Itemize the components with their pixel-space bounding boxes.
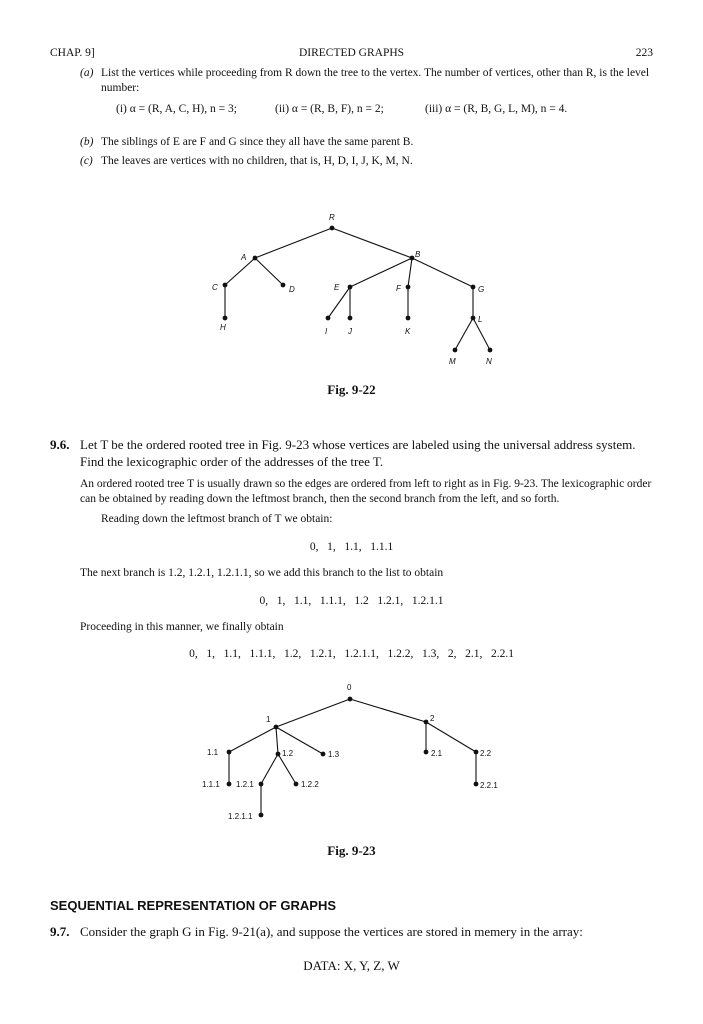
fig922-label-I: I (325, 327, 328, 336)
fig923-label-1.2.2: 1.2.2 (301, 780, 319, 789)
fig923-label-2.1: 2.1 (431, 749, 443, 758)
fig922-label-N: N (486, 357, 492, 366)
part-c-label: (c) (80, 155, 93, 167)
part-c-text: The leaves are vertices with no children, that is, H, D, I, J, K, M, N. (101, 155, 413, 167)
fig923-label-1.1: 1.1 (207, 748, 219, 757)
page-number: 223 (635, 47, 653, 59)
problem-9-6-number: 9.6. (50, 437, 70, 452)
fig923-node-1.1 (227, 750, 232, 755)
part-b-text: The siblings of E are F and G since they all have the same parent B. (101, 136, 414, 148)
fig922-label-M: M (449, 357, 456, 366)
fig923-label-2.2: 2.2 (480, 749, 492, 758)
fig923-node-1.2.2 (294, 782, 299, 787)
fig923-label-1.1.1: 1.1.1 (202, 780, 220, 789)
fig923-label-2: 2 (430, 714, 435, 723)
data-array-line: DATA: X, Y, Z, W (303, 958, 400, 973)
fig923-node-2 (424, 720, 429, 725)
fig923-node-1.1.1 (227, 782, 232, 787)
running-head-title: DIRECTED GRAPHS (298, 47, 405, 59)
reading-intro: Reading down the leftmost branch of T we obtain: (101, 513, 333, 525)
fig922-label-A: A (241, 253, 247, 262)
proceeding-text: Proceeding in this manner, we finally obtain (80, 621, 284, 633)
section-heading: SEQUENTIAL REPRESENTATION OF GRAPHS (50, 898, 337, 913)
fig923-node-1.3 (321, 752, 326, 757)
fig922-label-J: J (348, 327, 352, 336)
fig922-label-K: K (405, 327, 411, 336)
sequence-3: 0, 1, 1.1, 1.1.1, 1.2, 1.2.1, 1.2.1.1, 1.2.2, 1.3, 2, 2.1, 2.2.1 (189, 648, 514, 660)
part-a-label: (a) (80, 67, 94, 79)
fig922-label-H: H (220, 323, 226, 332)
next-branch-text: The next branch is 1.2, 1.2.1, 1.2.1.1, so we add this branch to the list to obtain (80, 567, 444, 579)
part-a-text: List the vertices while proceeding from R down the tree to the vertex. The number of vertices, other than R, is the level number: (101, 67, 650, 94)
sequence-2: 0, 1, 1.1, 1.1.1, 1.2 1.2.1, 1.2.1.1 (259, 595, 444, 607)
fig923-label-1.2: 1.2 (282, 749, 294, 758)
problem-9-7-statement: Consider the graph G in Fig. 9-21(a), and suppose the vertices are stored in memery in the array: (80, 924, 583, 939)
fig923-label-1.2.1: 1.2.1 (236, 780, 254, 789)
fig923-label-1: 1 (266, 715, 271, 724)
fig923-label-0: 0 (347, 683, 352, 692)
fig922-label-D: D (289, 285, 295, 294)
fig923-node-2.2 (474, 750, 479, 755)
problem-9-7-number: 9.7. (50, 924, 70, 939)
running-head-chapter: CHAP. 9] (50, 47, 95, 59)
fig923-node-0 (348, 697, 353, 702)
fig922-label-G: G (478, 285, 485, 294)
fig923-node-1.2.1.1 (259, 813, 264, 818)
fig923-node-2.2.1 (474, 782, 479, 787)
part-a-item-1: (i) α = (R, A, C, H), n = 3; (116, 103, 237, 115)
fig922-label-E: E (334, 283, 340, 292)
fig922-label-R: R (329, 213, 335, 222)
fig922-label-B: B (415, 250, 421, 259)
problem-9-6-explanation: An ordered rooted tree T is usually drawn so the edges are ordered from left to right as in Fig. 9-23. The lexicographic order can be obtained by reading down the leftmost branch, then the second branch from the left, and so forth. (80, 478, 652, 505)
sequence-1: 0, 1, 1.1, 1.1.1 (309, 541, 394, 553)
problem-9-6-statement: Let T be the ordered rooted tree in Fig. 9-23 whose vertices are labeled using the universal address system. Find the lexicographic order of the addresses of the tree T. (80, 437, 636, 469)
fig922-label-C: C (212, 283, 218, 292)
fig923-label-1.3: 1.3 (328, 750, 340, 759)
part-a-item-3: (iii) α = (R, B, G, L, M), n = 4. (425, 103, 568, 115)
part-a-item-2: (ii) α = (R, B, F), n = 2; (275, 103, 384, 115)
fig-9-22-caption: Fig. 9-22 (327, 382, 376, 397)
fig923-node-1 (274, 725, 279, 730)
fig923-label-2.2.1: 2.2.1 (480, 781, 498, 790)
fig922-label-L: L (478, 315, 483, 324)
fig923-node-1.2 (276, 752, 281, 757)
fig922-label-F: F (396, 284, 401, 293)
fig923-node-1.2.1 (259, 782, 264, 787)
fig923-node-2.1 (424, 750, 429, 755)
part-b-label: (b) (80, 136, 94, 148)
fig-9-23-caption: Fig. 9-23 (327, 843, 376, 858)
fig923-label-1.2.1.1: 1.2.1.1 (228, 812, 253, 821)
